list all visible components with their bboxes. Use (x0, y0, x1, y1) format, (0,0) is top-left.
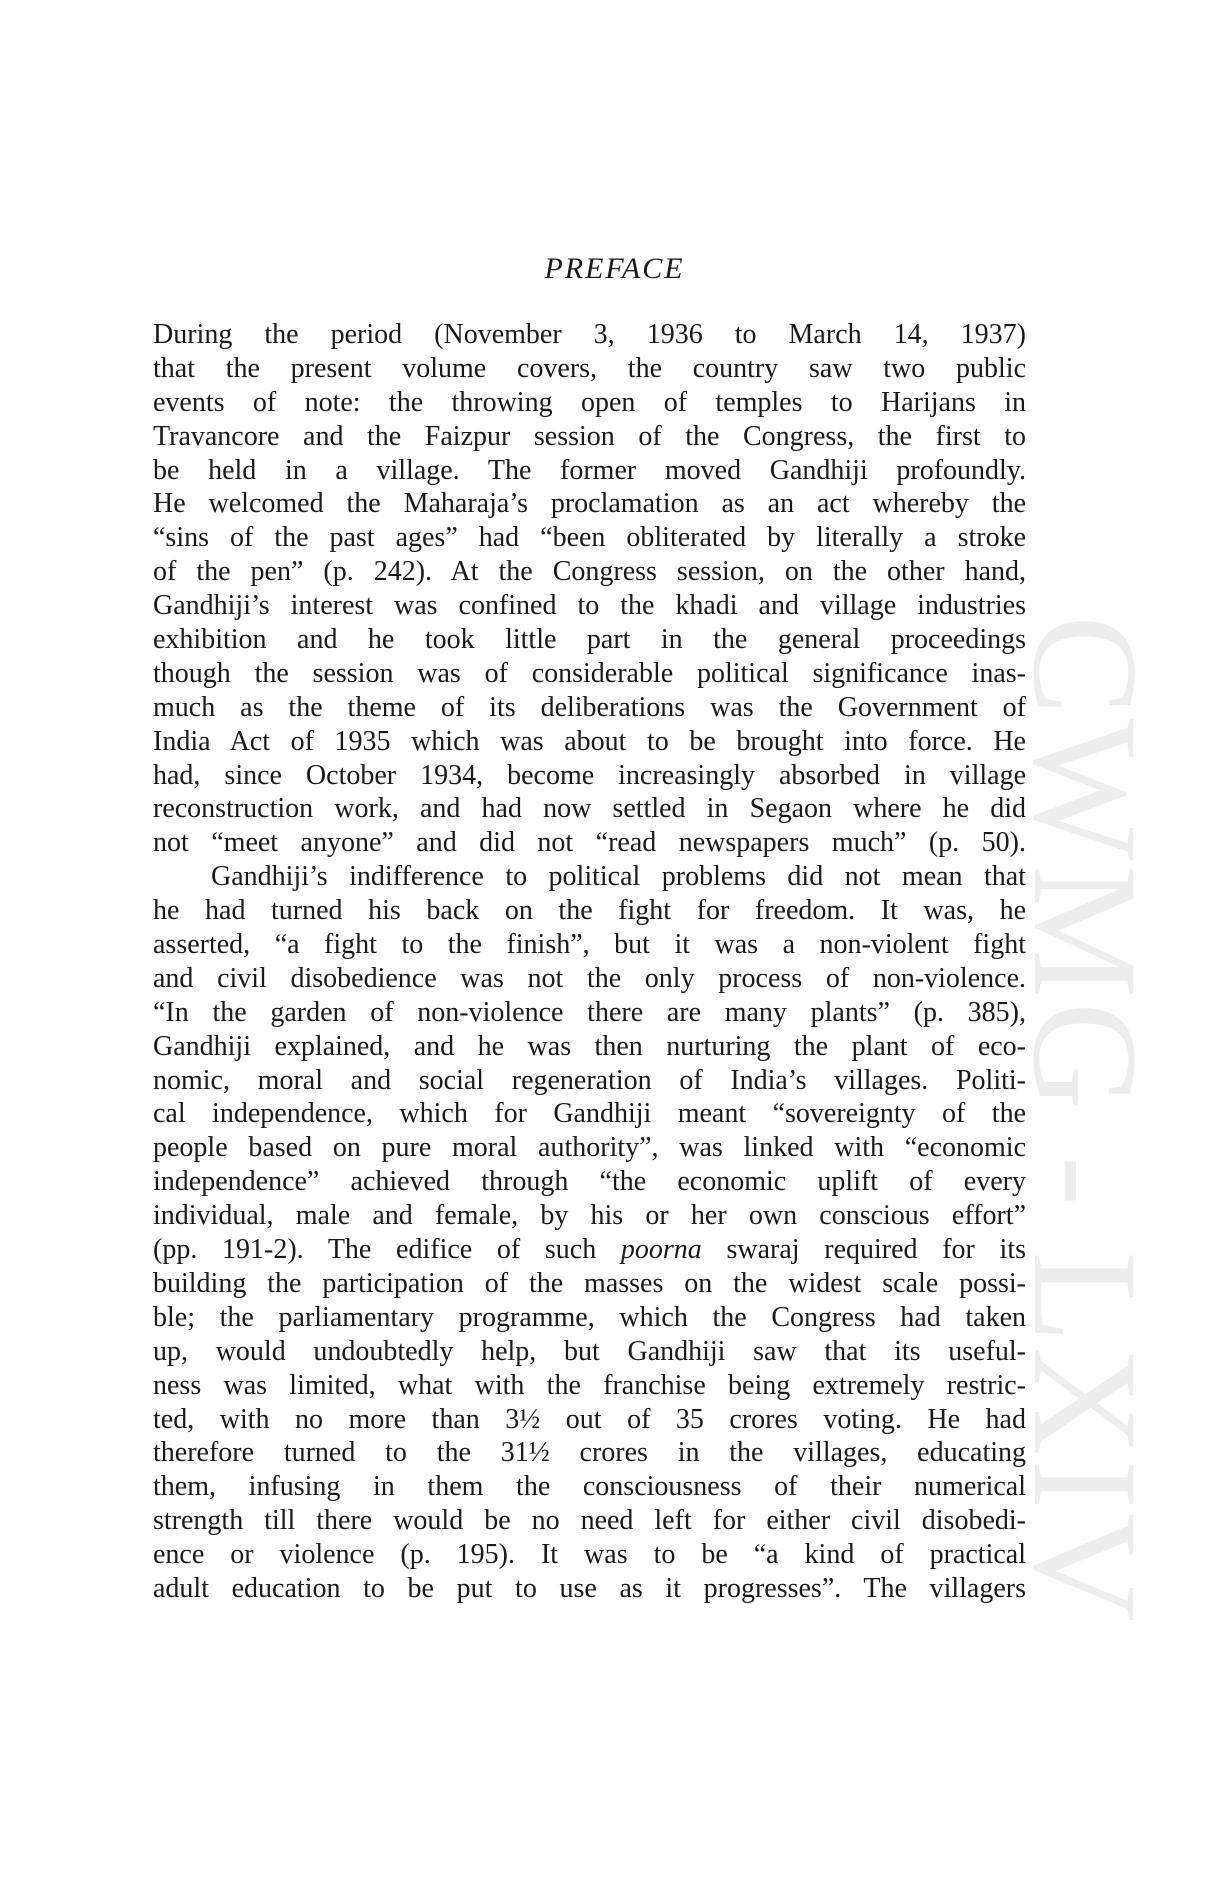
text-line: much as the theme of its deliberations was the Government of (153, 691, 1026, 723)
text-line: people based on pure moral authority”, was linked with “economic (153, 1132, 1026, 1164)
page-heading: PREFACE (544, 252, 685, 285)
text-line: reconstruction work, and had now settled in Segaon where he did (153, 793, 1026, 825)
text-line: them, infusing in them the consciousness of their numerical (153, 1471, 1026, 1503)
text-line: though the session was of considerable political significance inas- (153, 657, 1026, 689)
text-line: therefore turned to the 31½ crores in the villages, educating (153, 1437, 1026, 1469)
text-line: He welcomed the Maharaja’s proclamation as an act whereby the (153, 488, 1026, 520)
text-line: be held in a village. The former moved Gandhiji profoundly. (153, 454, 1026, 486)
text-line: nomic, moral and social regeneration of India’s villages. Politi- (153, 1064, 1026, 1096)
text-line: strength till there would be no need left for either civil disobedi- (153, 1505, 1026, 1537)
text-line: not “meet anyone” and did not “read newspapers much” (p. 50). (153, 827, 1026, 859)
text-line: up, would undoubtedly help, but Gandhiji saw that its useful- (153, 1335, 1026, 1367)
text-line: building the participation of the masses on the widest scale possi- (153, 1267, 1026, 1299)
text-line: that the present volume covers, the country saw two public (153, 352, 1026, 384)
text-line: independence” achieved through “the economic uplift of every (153, 1166, 1026, 1198)
text-line: asserted, “a fight to the finish”, but it was a non-violent fight (153, 929, 1026, 961)
text-line: he had turned his back on the fight for freedom. It was, he (153, 895, 1026, 927)
text-line: of the pen” (p. 242). At the Congress session, on the other hand, (153, 556, 1026, 588)
text-line: cal independence, which for Gandhiji meant “sovereignty of the (153, 1098, 1026, 1130)
text-line: ence or violence (p. 195). It was to be “a kind of practical (153, 1539, 1026, 1571)
text-line: events of note: the throwing open of temples to Harijans in (153, 386, 1026, 418)
text-line: ted, with no more than 3½ out of 35 crores voting. He had (153, 1403, 1026, 1435)
text-line: India Act of 1935 which was about to be brought into force. He (153, 725, 1026, 757)
text-line: Gandhiji’s interest was confined to the khadi and village industries (153, 590, 1026, 622)
text-line: individual, male and female, by his or her own conscious effort” (153, 1200, 1026, 1232)
text-line: During the period (November 3, 1936 to March 14, 1937) (153, 319, 1026, 350)
text-line: Gandhiji explained, and he was then nurturing the plant of eco- (153, 1030, 1026, 1062)
text-line: adult education to be put to use as it progresses”. The villagers (153, 1572, 1026, 1604)
preface-body (153, 318, 1026, 1606)
text-line: Gandhiji’s indifference to political problems did not mean that (211, 861, 1026, 893)
text-line: Travancore and the Faizpur session of the Congress, the first to (153, 420, 1026, 452)
text-line: (pp. 191-2). The edifice of such poorna swaraj required for its (153, 1234, 1027, 1266)
text-line: “In the garden of non-violence there are many plants” (p. 385), (153, 996, 1026, 1028)
text-line: “sins of the past ages” had “been obliterated by literally a stroke (153, 522, 1026, 554)
text-line: ble; the parliamentary programme, which the Congress had taken (153, 1301, 1026, 1333)
watermark: CWMG - LXIV (1002, 615, 1168, 1626)
text-line: had, since October 1934, become increasingly absorbed in village (153, 759, 1026, 791)
text-line: and civil disobedience was not the only process of non-violence. (153, 962, 1026, 994)
text-line: exhibition and he took little part in the general proceedings (153, 624, 1026, 656)
text-line: ness was limited, what with the franchise being extremely restric- (153, 1369, 1026, 1401)
